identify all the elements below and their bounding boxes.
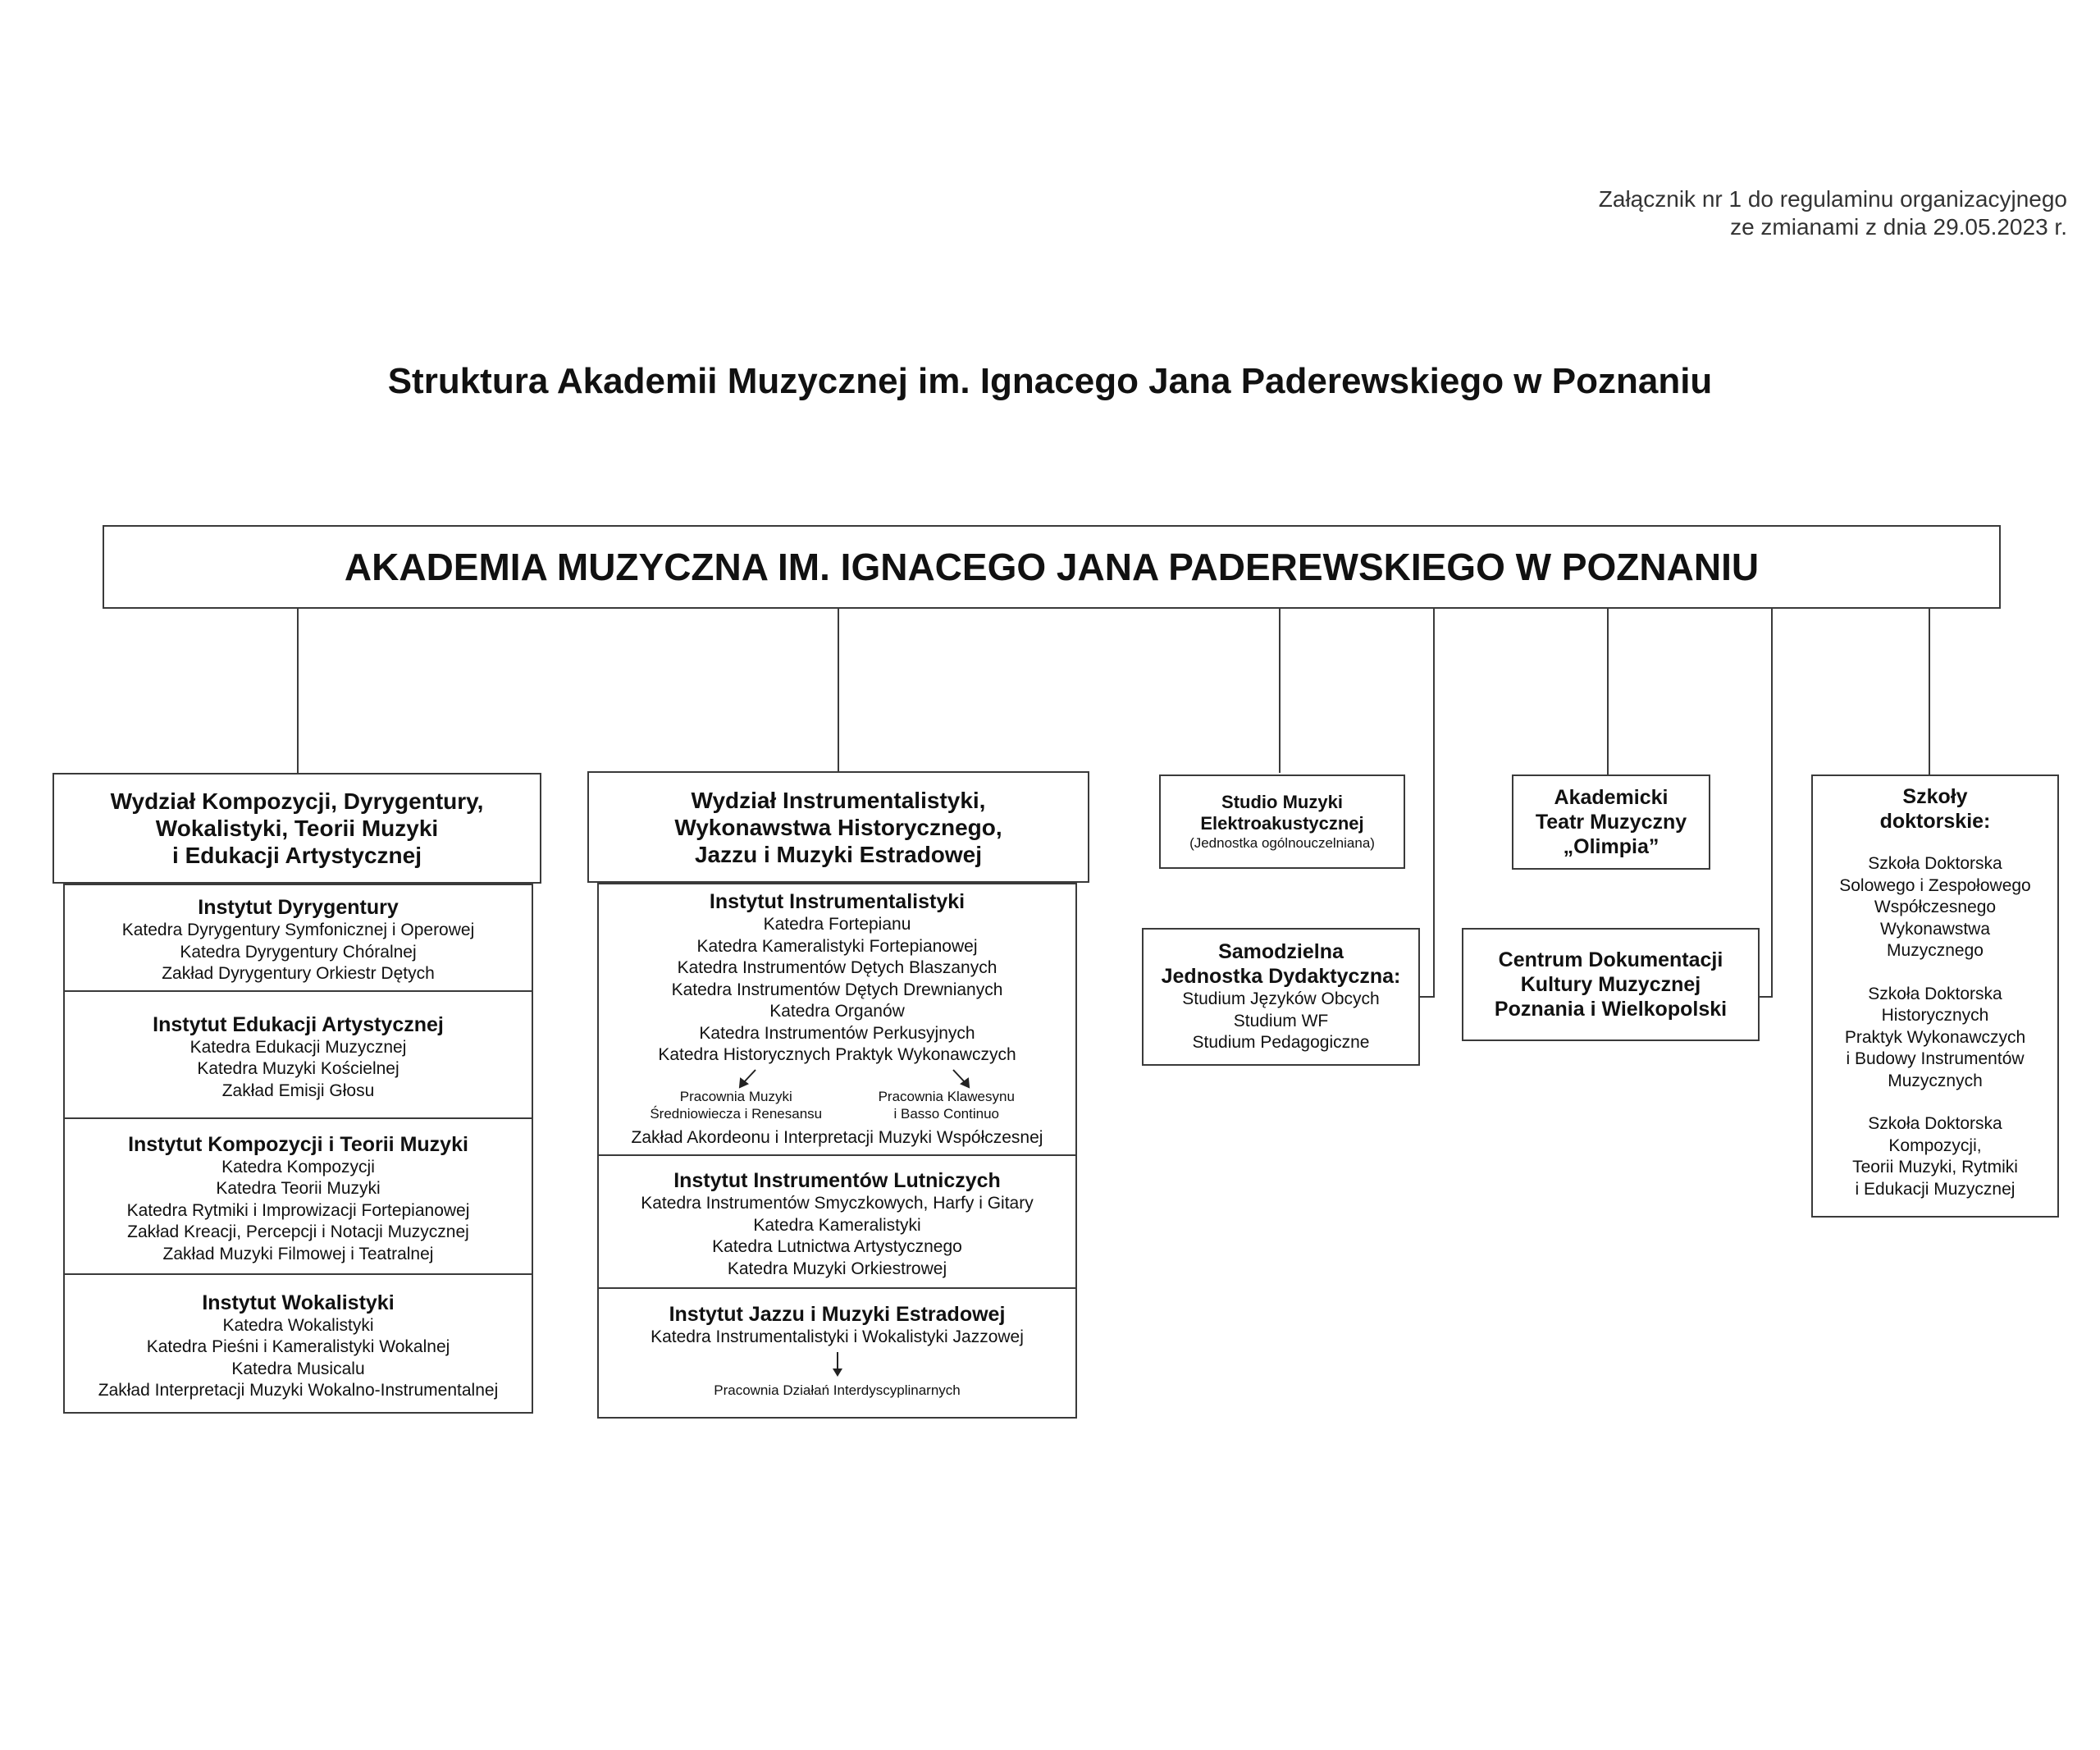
teatr-line-1: Akademicki <box>1554 786 1669 809</box>
teatr-box <box>1512 774 1710 870</box>
unit-item: Katedra Lutnictwa Artystycznego <box>712 1237 962 1256</box>
workshop-medieval-line-2: Średniowiecza i Renesansu <box>650 1105 823 1122</box>
faculty1-title-line-2: Wokalistyki, Teorii Muzyki <box>155 816 439 841</box>
school-line: Muzycznych <box>1888 1071 1983 1090</box>
centrum-box <box>1462 928 1760 1041</box>
institute-name: Instytut Jazzu i Muzyki Estradowej <box>669 1303 1006 1326</box>
school-line: Muzycznego <box>1887 941 1984 960</box>
unit-item: Katedra Muzyki Kościelnej <box>197 1059 399 1079</box>
institute-instrumentalistyki <box>597 883 1077 1156</box>
root-label: AKADEMIA MUZYCZNA IM. IGNACEGO JANA PADEREWSKIEGO W POZNANIU <box>344 546 1760 588</box>
school-line: Solowego i Zespołowego <box>1839 875 2031 895</box>
studio-line-2: Elektroakustycznej <box>1200 813 1364 834</box>
institute-edukacji <box>63 992 533 1119</box>
institute-jazzu <box>597 1289 1077 1419</box>
arrow-down-icon <box>829 1350 846 1378</box>
school-line: Współczesnego <box>1874 898 1997 916</box>
institute-name: Instytut Instrumentów Lutniczych <box>673 1169 1001 1192</box>
institute-name: Instytut Wokalistyki <box>202 1291 395 1314</box>
doctoral-school <box>1813 1113 2057 1200</box>
unit-item: Katedra Dyrygentury Symfonicznej i Operowej <box>121 921 475 940</box>
institute-name: Instytut Edukacji Artystycznej <box>153 1012 444 1036</box>
unit-item: Katedra Fortepianu <box>763 915 911 934</box>
unit-item: Zakład Interpretacji Muzyki Wokalno-Instrumentalnej <box>98 1381 499 1400</box>
unit-item: Katedra Dyrygentury Chóralnej <box>180 942 417 962</box>
school-line: Szkoła Doktorska <box>1868 984 2002 1003</box>
unit-item: Katedra Teorii Muzyki <box>216 1179 381 1199</box>
connector-centrum <box>1760 609 1772 997</box>
centrum-line-2: Kultury Muzycznej <box>1520 973 1701 996</box>
institute-name: Instytut Instrumentalistyki <box>709 890 966 913</box>
institute-kompozycji <box>63 1119 533 1275</box>
faculty1-institutes <box>63 884 533 1414</box>
faculty2-title-line-1: Wydział Instrumentalistyki, <box>691 787 986 813</box>
faculty1-box <box>52 773 541 884</box>
sjd-heading-line-2: Jednostka Dydaktyczna: <box>1161 965 1401 989</box>
unit-item: Katedra Kompozycji <box>221 1157 375 1177</box>
school-line: Teorii Muzyki, Rytmiki <box>1852 1158 2018 1177</box>
workshop-interdisciplinary: Pracownia Działań Interdyscyplinarnych <box>714 1382 961 1398</box>
sjd-heading-line-1: Samodzielna <box>1218 940 1344 964</box>
sjd-box <box>1142 928 1420 1066</box>
unit-item: Zakład Muzyki Filmowej i Teatralnej <box>162 1244 434 1263</box>
connector-sjd <box>1420 609 1434 997</box>
unit-item: Zakład Kreacji, Percepcji i Notacji Muzycznej <box>127 1222 469 1242</box>
school-line: Wykonawstwa <box>1879 919 1991 939</box>
school-line: i Budowy Instrumentów <box>1846 1049 2025 1068</box>
unit-item: Katedra Historycznych Praktyk Wykonawczych <box>658 1045 1016 1064</box>
school-line: Praktyk Wykonawczych <box>1844 1027 2026 1047</box>
doctoral-school <box>1813 853 2057 962</box>
workshop-harpsichord-line-1: Pracownia Klawesynu <box>878 1088 1015 1104</box>
annex-note <box>1599 185 2067 241</box>
teatr-line-2: Teatr Muzyczny <box>1535 811 1687 834</box>
studio-note: (Jednostka ogólnouczelniana) <box>1189 835 1375 851</box>
unit-item: Zakład Dyrygentury Orkiestr Dętych <box>162 964 435 984</box>
unit-item: Katedra Kameralistyki <box>753 1215 921 1235</box>
unit-item: Studium Języków Obcych <box>1182 989 1380 1009</box>
faculty1-title-line-3: i Edukacji Artystycznej <box>172 843 422 868</box>
unit-item: Katedra Instrumentów Smyczkowych, Harfy i Gitary <box>641 1194 1034 1213</box>
faculty2-box <box>587 771 1089 883</box>
annex-note-line-2: ze zmianami z dnia 29.05.2023 r. <box>1730 214 2067 240</box>
centrum-line-3: Poznania i Wielkopolski <box>1494 998 1728 1021</box>
unit-item: Katedra Pieśni i Kameralistyki Wokalnej <box>146 1337 450 1356</box>
centrum-line-1: Centrum Dokumentacji <box>1498 948 1723 971</box>
workshop-harpsichord <box>842 1088 1052 1122</box>
school-line: Szkoła Doktorska <box>1868 1114 2002 1133</box>
root-box <box>103 525 2001 609</box>
school-line: Historycznych <box>1881 1006 1989 1025</box>
unit-item: Katedra Instrumentów Dętych Drewnianych <box>671 980 1003 999</box>
unit-item: Katedra Muzyki Orkiestrowej <box>727 1259 947 1278</box>
unit-item: Katedra Instrumentów Perkusyjnych <box>699 1023 975 1043</box>
faculty2-title-line-2: Wykonawstwa Historycznego, <box>674 814 1002 840</box>
page-title: Struktura Akademii Muzycznej im. Ignacego Jana Paderewskiego w Poznaniu <box>387 361 1713 401</box>
szkoly-heading-line-2: doktorskie: <box>1879 810 1991 833</box>
unit-item: Katedra Wokalistyki <box>222 1315 374 1335</box>
workshop-medieval-line-1: Pracownia Muzyki <box>679 1088 792 1104</box>
unit-item: Katedra Kameralistyki Fortepianowej <box>696 936 978 956</box>
annex-note-line-1: Załącznik nr 1 do regulaminu organizacyjnego <box>1598 186 2067 212</box>
unit-item: Katedra Organów <box>769 1002 905 1021</box>
institute-wokalistyki <box>63 1275 533 1414</box>
workshop-harpsichord-line-2: i Basso Continuo <box>893 1105 1000 1122</box>
school-line: Kompozycji, <box>1888 1135 1982 1155</box>
unit-item: Studium WF <box>1233 1011 1329 1030</box>
studio-line-1: Studio Muzyki <box>1221 792 1343 812</box>
doctoral-school <box>1813 984 2057 1093</box>
faculty2-institutes <box>597 883 1077 1419</box>
szkoly-heading-line-1: Szkoły <box>1902 785 1968 808</box>
arrows-workshops <box>599 1067 1079 1090</box>
teatr-line-3: „Olimpia” <box>1563 835 1659 858</box>
unit-item: Katedra Musicalu <box>231 1359 365 1378</box>
workshop-medieval <box>631 1088 842 1122</box>
school-line: Szkoła Doktorska <box>1868 854 2002 873</box>
unit-item: Zakład Emisji Głosu <box>221 1081 375 1100</box>
szkoly-box <box>1811 774 2059 1218</box>
institute-lutniczych <box>597 1156 1077 1289</box>
unit-item: Katedra Instrumentalistyki i Wokalistyki Jazzowej <box>651 1327 1024 1346</box>
faculty2-title-line-3: Jazzu i Muzyki Estradowej <box>694 841 983 867</box>
unit-item: Katedra Rytmiki i Improwizacji Fortepianowej <box>126 1200 470 1220</box>
institute-name: Instytut Dyrygentury <box>198 896 399 920</box>
unit-item: Zakład Akordeonu i Interpretacji Muzyki Współczesnej <box>631 1127 1043 1147</box>
institute-name: Instytut Kompozycji i Teorii Muzyki <box>128 1132 468 1156</box>
faculty1-title-line-1: Wydział Kompozycji, Dyrygentury, <box>110 788 484 814</box>
studio-box <box>1159 774 1405 869</box>
unit-item: Katedra Instrumentów Dętych Blaszanych <box>677 958 998 977</box>
unit-item: Studium Pedagogiczne <box>1192 1033 1370 1053</box>
school-line: i Edukacji Muzycznej <box>1855 1179 2016 1199</box>
institute-dyrygentury <box>63 884 533 992</box>
unit-item: Katedra Edukacji Muzycznej <box>189 1037 407 1057</box>
